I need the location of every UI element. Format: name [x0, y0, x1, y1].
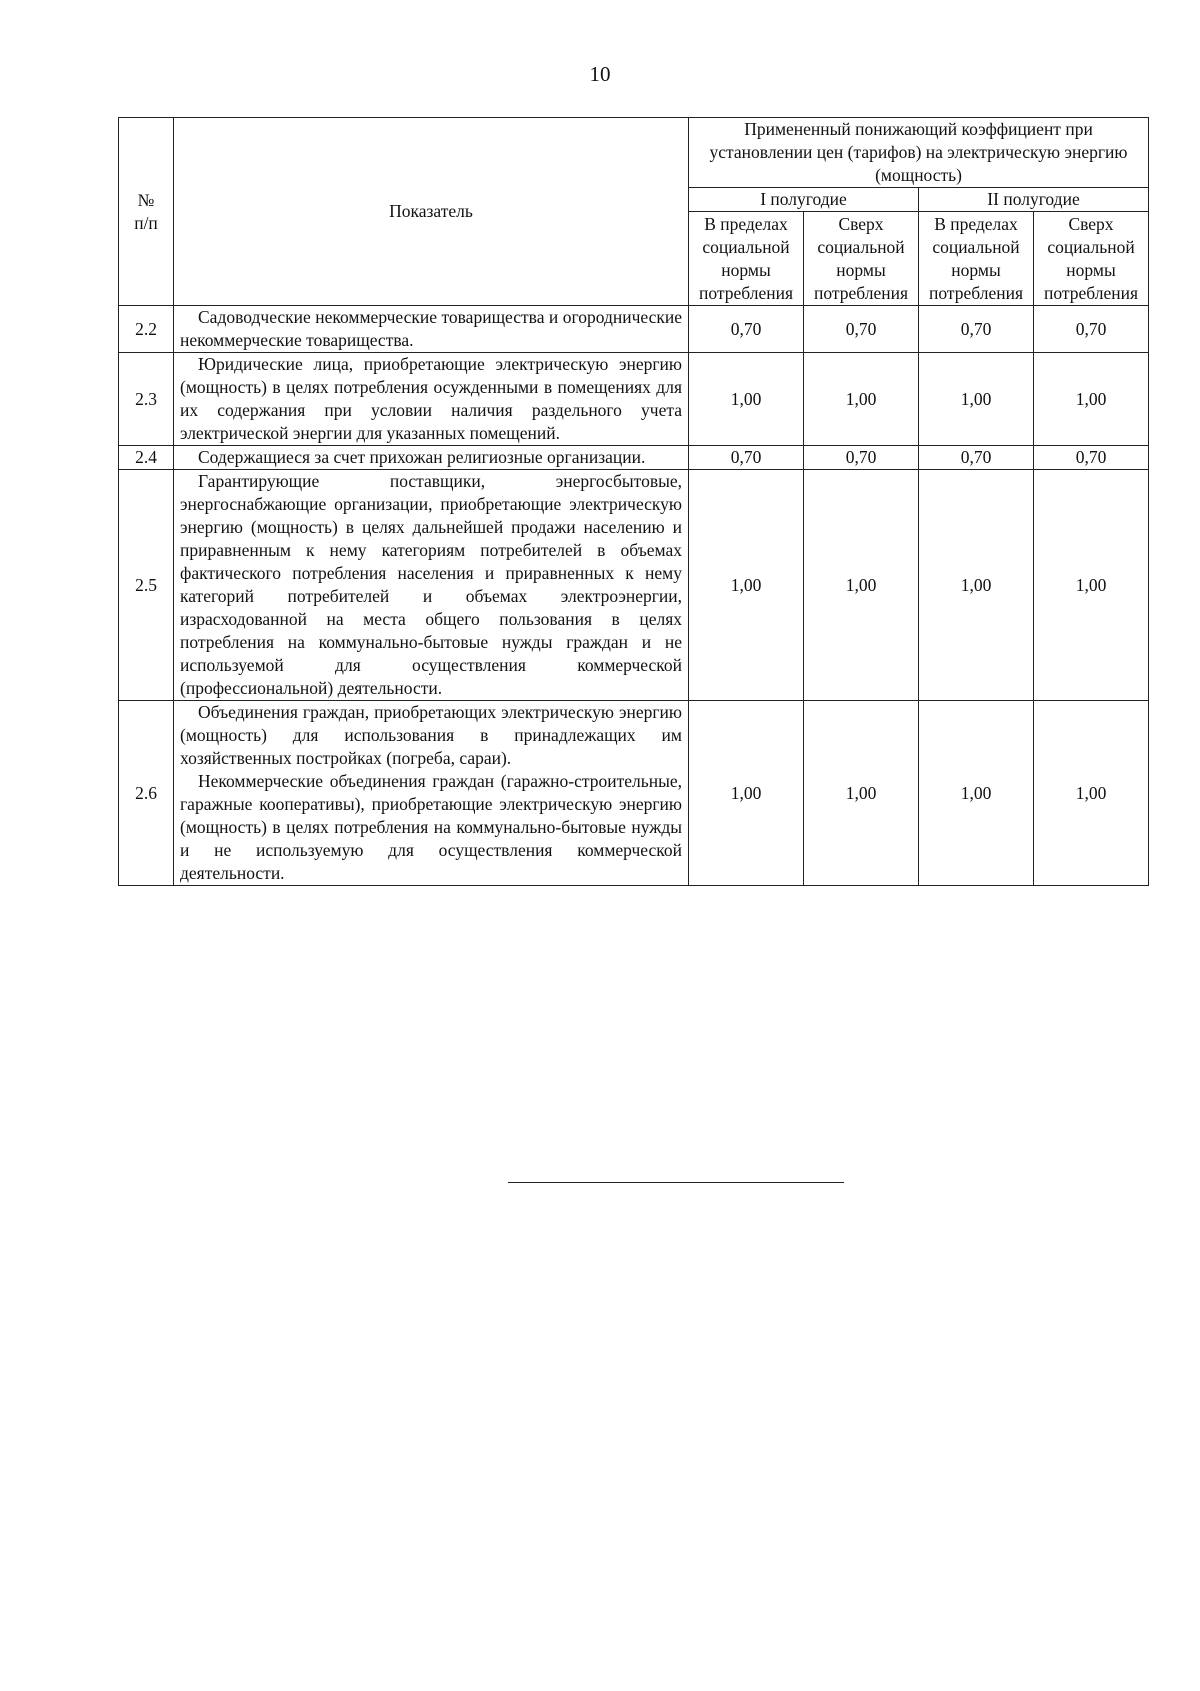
coefficient-table — [118, 117, 1149, 886]
indicator-paragraph: Юридические лица, приобретающие электрическую энергию (мощность) в целях потребления осужденными в помещениях для их содержания при условии наличия раздельного учета электрической энергии для указанных помещений. — [180, 354, 682, 443]
coefficient-value: 1,00 — [1034, 353, 1149, 446]
coefficient-value: 1,00 — [919, 353, 1034, 446]
indicator-paragraph: Некоммерческие объединения граждан (гаражно-строительные, гаражные кооперативы), приобретающие электрическую энергию (мощность) в целях потребления на коммунально-бытовые нужды и не используемую для осуществления коммерческой деятельности. — [180, 771, 682, 883]
row-number: 2.6 — [119, 701, 174, 886]
coefficient-value: 1,00 — [804, 353, 919, 446]
coefficient-value: 1,00 — [689, 701, 804, 886]
row-indicator — [174, 470, 689, 701]
coefficient-value: 0,70 — [689, 306, 804, 353]
indicator-paragraph: Гарантирующие поставщики, энергосбытовые, энергоснабжающие организации, приобретающие электрическую энергию (мощность) в целях дальнейшей продажи населению и приравненным к нему категориям потребителей в объемах фактического потребления населения и приравненных к нему категорий потребителей и объемах электроэнергии, израсходованной на места общего пользования в целях потребления на коммунально-бытовые нужды граждан и не используемой для осуществления коммерческой (профессиональной) деятельности. — [180, 471, 682, 698]
coefficient-value: 0,70 — [1034, 306, 1149, 353]
header-half2-above-norm: Сверх социальной нормы потребления — [1034, 212, 1149, 306]
coefficient-value: 0,70 — [689, 446, 804, 470]
coefficient-value: 0,70 — [1034, 446, 1149, 470]
header-half2-within-norm: В пределах социальной нормы потребления — [919, 212, 1034, 306]
page-number: 10 — [589, 62, 611, 86]
row-indicator — [174, 701, 689, 886]
coefficient-value: 0,70 — [804, 306, 919, 353]
header-half1-above-norm: Сверх социальной нормы потребления — [804, 212, 919, 306]
coefficient-value: 1,00 — [919, 701, 1034, 886]
row-indicator — [174, 353, 689, 446]
coefficient-value: 1,00 — [919, 470, 1034, 701]
coefficient-value: 0,70 — [919, 306, 1034, 353]
table-body — [119, 306, 1149, 886]
coefficient-value: 1,00 — [1034, 701, 1149, 886]
header-number-label: № п/п — [134, 189, 158, 233]
indicator-paragraph: Содержащиеся за счет прихожан религиозные организации. — [198, 447, 646, 467]
coefficient-value: 0,70 — [804, 446, 919, 470]
row-number: 2.3 — [119, 353, 174, 446]
coefficient-value: 0,70 — [919, 446, 1034, 470]
indicator-paragraph: Садоводческие некоммерческие товарищества и огороднические некоммерческие товарищества. — [180, 307, 682, 350]
table-row — [119, 701, 1149, 886]
header-half1-within-norm: В пределах социальной нормы потребления — [689, 212, 804, 306]
row-number: 2.4 — [119, 446, 174, 470]
coefficient-value: 1,00 — [804, 701, 919, 886]
table-row — [119, 470, 1149, 701]
header-coefficient: Примененный понижающий коэффициент при установлении цен (тарифов) на электрическую энергию (мощность) — [689, 118, 1149, 188]
coefficient-value: 1,00 — [689, 470, 804, 701]
end-separator-line — [508, 1182, 844, 1183]
coefficient-value: 1,00 — [804, 470, 919, 701]
header-half-1: I полугодие — [689, 188, 919, 212]
table-row — [119, 353, 1149, 446]
indicator-paragraph: Объединения граждан, приобретающих электрическую энергию (мощность) для использования в принадлежащих им хозяйственных постройках (погреба, сараи). — [180, 702, 682, 768]
header-half-2: II полугодие — [919, 188, 1149, 212]
table-row — [119, 306, 1149, 353]
header-indicator: Показатель — [174, 118, 689, 306]
row-indicator — [174, 446, 689, 470]
header-number — [119, 118, 174, 306]
table-row — [119, 446, 1149, 470]
coefficient-value: 1,00 — [1034, 470, 1149, 701]
row-indicator — [174, 306, 689, 353]
coefficient-value: 1,00 — [689, 353, 804, 446]
row-number: 2.2 — [119, 306, 174, 353]
row-number: 2.5 — [119, 470, 174, 701]
